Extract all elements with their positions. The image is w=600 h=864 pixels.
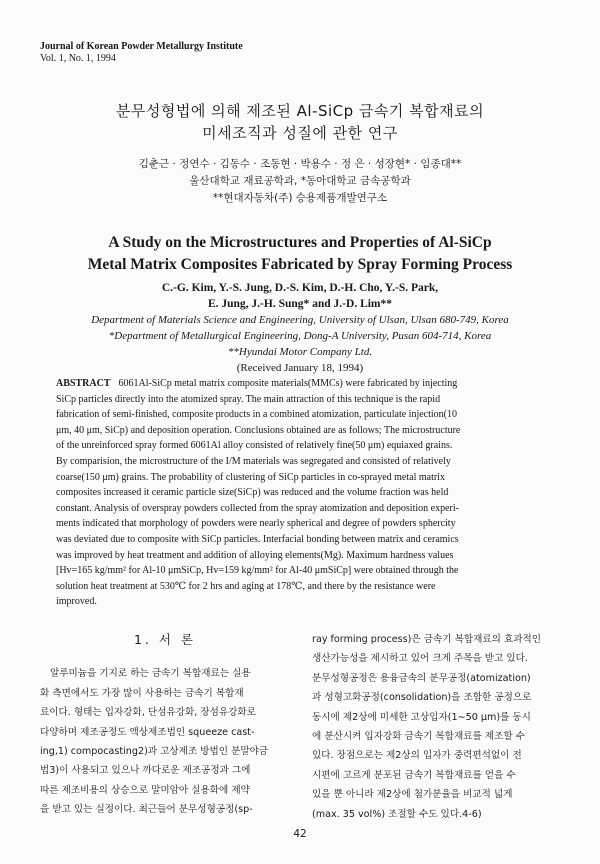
body-line: 알루미늄을 기지로 하는 금속기 복합재료는 실용 xyxy=(50,668,251,680)
body-right-column xyxy=(312,630,568,824)
abstract xyxy=(56,376,556,610)
english-title-line: A Study on the Microstructures and Properties of Al-SiCp xyxy=(108,234,492,251)
body-line: 생산가능성을 제시하고 있어 크게 주목을 받고 있다. xyxy=(312,653,528,665)
abstract-line: improved. xyxy=(56,596,97,608)
body-left-column xyxy=(40,630,290,820)
body-line: 에 분산시켜 입자강화 금속기 복합재료를 제조할 수 xyxy=(312,731,525,743)
body-line: 따른 제조비용의 상승으로 말미암아 실용화에 제약 xyxy=(40,784,250,796)
body-line: 을 받고 있는 실정이다. 최근들어 분무성형공정(sp- xyxy=(40,804,253,816)
body-line: 시편에 고르게 분포된 금속기 복합재료를 얻을 수 xyxy=(312,769,516,781)
body-line: 화 측면에서도 가장 많이 사용하는 금속기 복합재 xyxy=(40,687,244,699)
body-line: 있다. 장점으로는 제2상의 입자가 중력편석없이 전 xyxy=(312,750,522,762)
abstract-line: was deviated due to composite with SiCp particles. Interfacial bonding between matrix and ceramics xyxy=(56,533,459,545)
korean-title-line: 분무성형법에 의해 제조된 Al-SiCp 금속기 복합재료의 xyxy=(115,102,485,120)
page-number: 42 xyxy=(293,828,307,840)
body-line: ing,1) compocasting2)과 고상제조 방법인 분말야금 xyxy=(40,746,269,758)
english-title xyxy=(0,232,600,276)
abstract-line xyxy=(56,376,556,392)
journal-name: Journal of Korean Powder Metallurgy Institute xyxy=(40,41,243,52)
received-date: (Received January 18, 1994) xyxy=(236,362,364,374)
english-authors xyxy=(0,280,600,312)
korean-title-line: 미세조직과 성질에 관한 연구 xyxy=(202,124,398,142)
abstract-line: of the unreinforced spray formed 6061Al alloy consisted of relatively fine(50 μm) equiaxed grains. xyxy=(56,440,453,452)
affiliation-line: **Hyundai Motor Company Ltd. xyxy=(227,346,373,358)
abstract-line: [Hv=165 kg/mm² for Al-10 μmSiCp, Hv=159 kg/mm² for Al-40 μmSiCp] were obtained through the xyxy=(56,565,459,577)
body-line: 분무성형공정은 용융금속의 분무공정(atomization) xyxy=(312,672,531,684)
abstract-line: was improved by heat treatment and addition of alloying elements(Mg). Maximum hardness values xyxy=(56,549,454,561)
abstract-line: SiCp particles directly into the atomized spray. The main attraction of this technique is the rapid xyxy=(56,393,441,405)
abstract-line: ments indicated that morphology of powders were nearly spherical and degree of powders sphercity xyxy=(56,518,456,530)
body-line: 법3)이 사용되고 있으나 까다로운 제조공정과 그에 xyxy=(40,765,251,777)
korean-affiliation: 울산대학교 재료공학과, *동아대학교 금속공학과 xyxy=(189,175,411,187)
body-line: 료이다. 형태는 입자강화, 단섬유강화, 장섬유강화로 xyxy=(40,707,256,719)
affiliation-line: *Department of Metallurgical Engineering, Dong-A University, Pusan 604-714, Korea xyxy=(108,330,492,342)
english-affiliations xyxy=(0,312,600,376)
section-title: 1. 서 론 xyxy=(133,632,197,647)
body-line: 과 성형고화공정(consolidation)을 조합한 공정으로 xyxy=(312,692,532,704)
body-line: (max. 35 vol%) 조절할 수도 있다.4-6) xyxy=(312,808,482,820)
abstract-line: μm, 40 μm, SiCp) and deposition operation. Conclusions obtained are as follows; The microstructure xyxy=(56,424,461,436)
abstract-text: 6061Al-SiCp metal matrix composite materials(MMCs) were fabricated by injecting xyxy=(118,378,458,389)
abstract-line: solution heat treatment at 530℃ for 2 hrs and aging at 178℃, and there by the resistance were xyxy=(56,580,436,592)
english-author-line: E. Jung, J.-H. Sung* and J.-D. Lim** xyxy=(207,298,393,310)
body-line: ray forming process)은 금속기 복합재료의 효과적인 xyxy=(312,634,542,645)
abstract-line: composites increased it ceramic particle size(SiCp) was reduced and the volume fraction was held xyxy=(56,487,449,499)
korean-affiliation: **현대자동차(주) 승용제품개발연구소 xyxy=(212,192,388,204)
journal-header xyxy=(40,41,243,65)
korean-title xyxy=(0,100,600,144)
journal-volume: Vol. 1, No. 1, 1994 xyxy=(40,53,116,64)
abstract-line: fabrication of semi-finished, composite products in a combined atomization, particulate injection(10 xyxy=(56,409,457,421)
affiliation-line: Department of Materials Science and Engineering, University of Ulsan, Ulsan 680-749, Korea xyxy=(91,314,509,326)
english-title-line: Metal Matrix Composites Fabricated by Spray Forming Process xyxy=(87,256,513,273)
abstract-line: coarse(150 μm) grains. The probability of clustering of SiCp particles in co-sprayed metal matrix xyxy=(56,471,445,483)
body-line: 동시에 제2상에 미세한 고상입자(1∼50 μm)를 동시 xyxy=(312,711,531,723)
abstract-line: constant. Analysis of overspray powders collected from the spray atomization and deposition experi- xyxy=(56,502,459,514)
body-line: 있을 뿐 아니라 제2상에 첨가분율을 비교적 넓게 xyxy=(312,789,513,801)
korean-authors xyxy=(0,156,600,207)
abstract-line: By comparision, the microstructure of the I/M materials was segregated and consisted of relatively xyxy=(56,455,451,467)
abstract-label: ABSTRACT xyxy=(56,378,111,389)
body-line: 다양하며 제조공정도 액상제조법인 squeeze cast- xyxy=(40,726,255,738)
korean-author-names: 김춘근 · 정연수 · 김동수 · 조동현 · 박용수 · 정 은 · 성장현* · 임종대** xyxy=(138,158,462,170)
english-author-line: C.-G. Kim, Y.-S. Jung, D.-S. Kim, D.-H. Cho, Y.-S. Park, xyxy=(161,282,439,294)
